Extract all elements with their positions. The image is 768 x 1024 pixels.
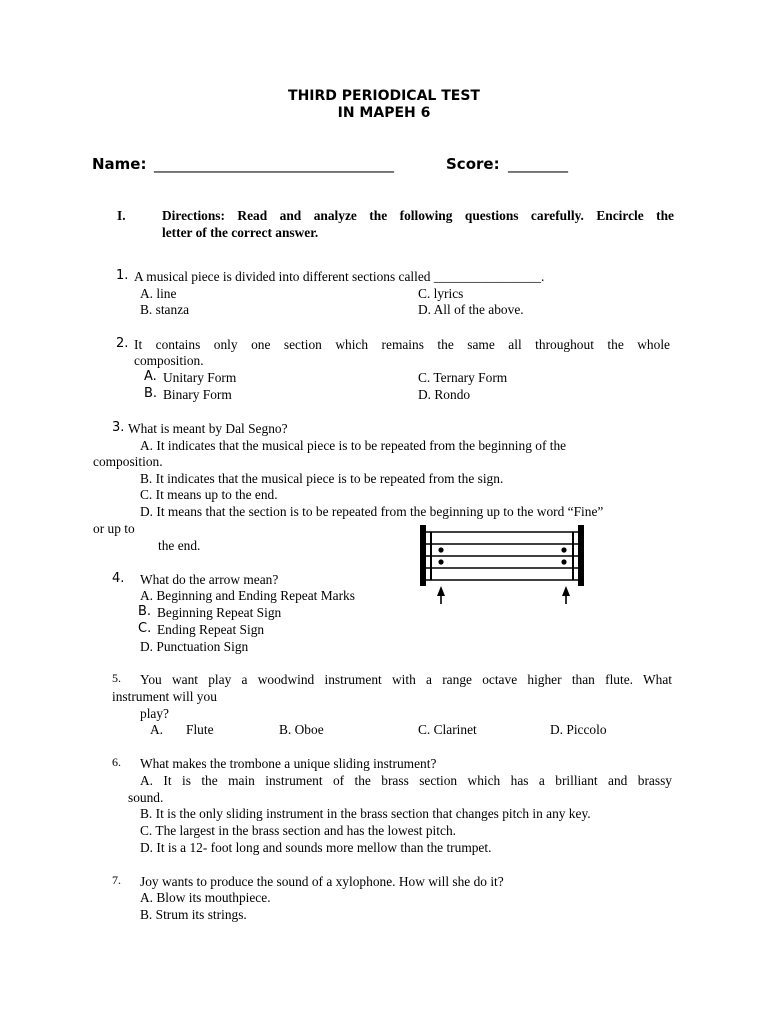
- q3-option-d-line1: D. It means that the section is to be repeated from the beginning up to the word “Fine”: [140, 504, 604, 519]
- q3-option-c: C. It means up to the end.: [140, 487, 278, 502]
- staff-lines: [420, 532, 584, 580]
- score-blank: ________: [508, 155, 568, 173]
- q2-option-a: Unitary Form: [163, 370, 237, 385]
- q2-option-c: C. Ternary Form: [418, 370, 508, 385]
- q1-option-d: D. All of the above.: [418, 302, 524, 317]
- q6-text: What makes the trombone a unique sliding instrument?: [140, 756, 437, 771]
- q2-option-b: Binary Form: [163, 387, 232, 402]
- q4-text: What do the arrow mean?: [140, 572, 279, 587]
- q4-option-b: Beginning Repeat Sign: [157, 605, 282, 620]
- q6-option-d: D. It is a 12- foot long and sounds more mellow than the trumpet.: [140, 840, 492, 855]
- q4-option-c-letter: C.: [138, 621, 152, 636]
- directions-line2: letter of the correct answer.: [162, 225, 319, 240]
- q7-number: 7.: [112, 873, 121, 887]
- right-arrow-icon: [562, 586, 570, 604]
- q4-option-a: A. Beginning and Ending Repeat Marks: [140, 588, 355, 603]
- q6-option-a-line1: A. It is the main instrument of the brass section which has a brilliant and brassy: [140, 773, 672, 788]
- directions-roman: I.: [117, 208, 126, 223]
- q1-text: A musical piece is divided into different sections called ________________.: [134, 269, 545, 284]
- q5-option-a: Flute: [186, 722, 214, 737]
- q6-option-c: C. The largest in the brass section and has the lowest pitch.: [140, 823, 456, 838]
- q2-text-line1: It contains only one section which remains the same all throughout the whole: [134, 337, 670, 352]
- q2-option-b-letter: B.: [144, 386, 158, 401]
- q5-option-a-letter: A.: [150, 722, 164, 737]
- q5-option-b: B. Oboe: [279, 722, 324, 737]
- q2-option-a-letter: A.: [144, 369, 157, 384]
- name-blank: ________________________________: [154, 155, 394, 173]
- q3-option-d-line2: or up to: [93, 521, 135, 536]
- q5-option-d: D. Piccolo: [550, 722, 607, 737]
- q6-option-b: B. It is the only sliding instrument in the brass section that changes pitch in any key.: [140, 806, 591, 821]
- q1-option-b: B. stanza: [140, 302, 190, 317]
- q5-number: 5.: [112, 671, 121, 685]
- q1-option-a: A. line: [140, 286, 177, 301]
- q7-option-a: A. Blow its mouthpiece.: [140, 890, 271, 905]
- q3-text: What is meant by Dal Segno?: [128, 421, 288, 436]
- score-label: Score:: [446, 155, 500, 173]
- q5-text-line2: instrument will you: [112, 689, 217, 704]
- q3-option-b: B. It indicates that the musical piece is to be repeated from the sign.: [140, 471, 504, 486]
- test-title: THIRD PERIODICAL TEST: [288, 88, 480, 104]
- q3-number: 3.: [112, 420, 125, 435]
- q2-text-line2: composition.: [134, 353, 204, 368]
- q4-option-b-letter: B.: [138, 604, 152, 619]
- q4-option-d: D. Punctuation Sign: [140, 639, 249, 654]
- q1-option-c: C. lyrics: [418, 286, 464, 301]
- name-label: Name:: [92, 155, 147, 173]
- directions-line1: Directions: Read and analyze the following questions carefully. Encircle the: [162, 208, 674, 223]
- q5-option-c: C. Clarinet: [418, 722, 477, 737]
- q2-option-d: D. Rondo: [418, 387, 471, 402]
- q3-option-a-line1: A. It indicates that the musical piece is to be repeated from the beginning of the: [140, 438, 567, 453]
- q3-option-a-line2: composition.: [93, 454, 163, 469]
- left-arrow-icon: [437, 586, 445, 604]
- q4-option-c: Ending Repeat Sign: [157, 622, 265, 637]
- q7-option-b: B. Strum its strings.: [140, 907, 247, 922]
- q5-text-line1: You want play a woodwind instrument with a range octave higher than flute. What: [140, 672, 672, 687]
- q7-text: Joy wants to produce the sound of a xylophone. How will she do it?: [140, 874, 504, 889]
- q4-number: 4.: [112, 571, 125, 586]
- q6-number: 6.: [112, 755, 121, 769]
- q2-number: 2.: [116, 336, 129, 351]
- q5-text-line3: play?: [140, 706, 169, 721]
- q3-option-d-line3: the end.: [158, 538, 201, 553]
- test-subtitle: IN MAPEH 6: [337, 105, 431, 121]
- repeat-signs-figure: [416, 520, 596, 608]
- q1-number: 1.: [116, 268, 129, 283]
- q6-option-a-line2: sound.: [128, 790, 164, 805]
